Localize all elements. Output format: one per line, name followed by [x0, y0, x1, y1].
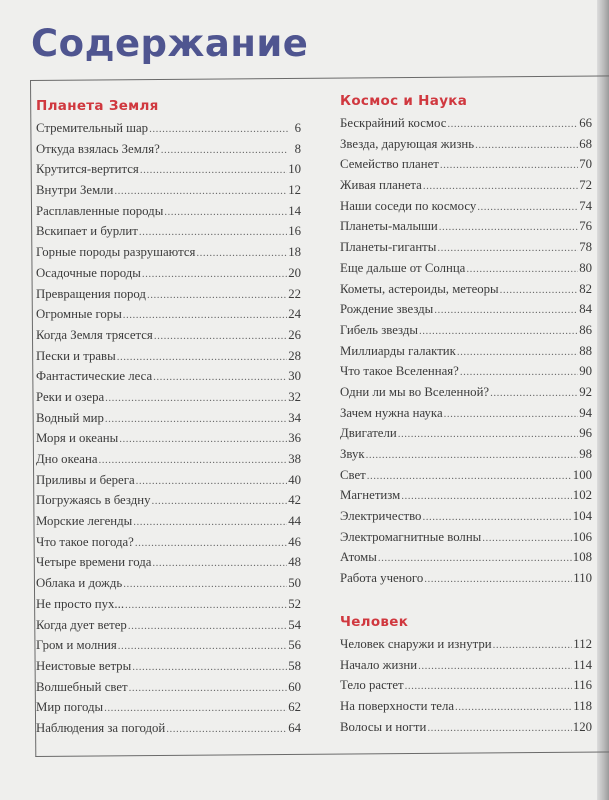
toc-entry-title: Что такое Вселенная?: [340, 364, 459, 379]
toc-entry-page-number: 98: [579, 447, 592, 461]
toc-entry-title: Внутри Земли: [36, 183, 114, 198]
section-spacer: [340, 592, 592, 612]
toc-entry-page-number: 10: [288, 162, 301, 177]
toc-entry-title: Магнетизм: [340, 488, 401, 503]
toc-entry-title: Фантастические леса: [36, 369, 153, 384]
toc-entry-title: Электричество: [340, 509, 422, 524]
dot-leader: [493, 639, 573, 651]
section-heading-planet-earth: Планета Земля: [36, 98, 159, 114]
toc-entry-page-number: 16: [288, 224, 301, 239]
toc-entry[interactable]: [36, 473, 301, 494]
toc-entry-title: Начало жизни: [340, 657, 418, 672]
toc-entry-title: Приливы и берега: [36, 472, 135, 487]
toc-entry-title: Свет: [340, 467, 366, 482]
dot-leader: [133, 516, 287, 528]
section-entries: [340, 116, 592, 592]
toc-entry-title: Моря и океаны: [36, 431, 119, 446]
dot-leader: [153, 371, 287, 383]
toc-entry-title: Семейство планет: [340, 157, 439, 172]
toc-entry[interactable]: [36, 121, 301, 142]
toc-entry-page-number: 118: [573, 698, 592, 713]
toc-entry-page-number: 92: [579, 384, 592, 399]
toc-entry-page-number: 36: [288, 431, 301, 446]
dot-leader: [398, 428, 578, 440]
dot-leader: [500, 284, 579, 296]
toc-entry-page-number: 72: [579, 178, 592, 193]
dot-leader: [125, 599, 287, 611]
toc-entry-title: Стремительный шар: [36, 121, 149, 135]
toc-entry-page-number: 74: [579, 198, 592, 213]
toc-entry[interactable]: [36, 183, 301, 204]
toc-entry[interactable]: [36, 431, 301, 452]
toc-entry-page-number: 6: [294, 121, 301, 135]
dot-leader: [457, 346, 578, 358]
toc-entry-title: Крутится-вертится: [36, 162, 139, 177]
dot-leader: [475, 139, 578, 151]
dot-leader: [434, 304, 578, 316]
dot-leader: [128, 620, 287, 632]
toc-entry-title: Гром и молния: [36, 638, 117, 653]
dot-leader: [129, 682, 288, 694]
toc-entry-page-number: 26: [288, 327, 301, 342]
toc-entry-page-number: 48: [288, 555, 301, 570]
toc-entry-title: Не просто пух...: [36, 596, 125, 611]
toc-entry[interactable]: [340, 509, 592, 530]
toc-entry-page-number: 42: [288, 493, 301, 508]
toc-entry-page-number: 18: [288, 245, 301, 260]
dot-leader: [104, 702, 287, 714]
toc-entry[interactable]: [340, 530, 592, 551]
toc-entry-page-number: 58: [288, 658, 301, 673]
toc-entry-title: Работа ученого: [340, 571, 424, 586]
toc-entry-title: Человек снаружи и изнутри: [340, 636, 492, 651]
toc-entry[interactable]: [36, 597, 301, 618]
dot-leader: [136, 475, 288, 487]
dot-leader: [427, 722, 571, 734]
toc-entry-page-number: 70: [579, 157, 592, 172]
toc-entry[interactable]: [36, 307, 301, 328]
dot-leader: [455, 701, 572, 713]
toc-entry-page-number: 86: [579, 322, 592, 337]
toc-entry[interactable]: [340, 468, 592, 489]
toc-entry-page-number: 40: [288, 472, 301, 487]
toc-entry-title: Реки и озера: [36, 389, 105, 404]
toc-entry[interactable]: [36, 514, 301, 535]
toc-entry-title: Волосы и ногти: [340, 719, 427, 734]
toc-entry[interactable]: [36, 659, 301, 680]
toc-entry-title: Осадочные породы: [36, 265, 141, 280]
dot-leader: [142, 268, 287, 280]
dot-leader: [151, 495, 287, 507]
toc-entry-page-number: 8: [294, 141, 301, 156]
dot-leader: [132, 661, 287, 673]
toc-entry[interactable]: [36, 721, 301, 742]
toc-entry[interactable]: [340, 157, 592, 178]
toc-entry[interactable]: [36, 555, 301, 576]
toc-entry[interactable]: [36, 680, 301, 701]
toc-entry-page-number: 66: [579, 116, 592, 130]
toc-entry-title: Живая планета: [340, 178, 422, 193]
toc-entry-page-number: 100: [572, 467, 592, 482]
toc-entry[interactable]: [36, 287, 301, 308]
toc-entry[interactable]: [340, 637, 592, 658]
toc-entry-title: Превращения пород: [36, 286, 146, 301]
toc-entry-page-number: 64: [288, 720, 301, 735]
toc-entry-title: Планеты-гиганты: [340, 240, 437, 255]
section-entries: [340, 637, 592, 740]
toc-entry-title: Пески и травы: [36, 348, 116, 363]
toc-entry[interactable]: [36, 411, 301, 432]
dot-leader: [119, 433, 287, 445]
toc-entry-page-number: 52: [288, 596, 301, 611]
toc-entry[interactable]: [36, 224, 301, 245]
dot-leader: [439, 221, 578, 233]
toc-entry-page-number: 76: [579, 219, 592, 234]
toc-entry-title: Двигатели: [340, 426, 397, 441]
toc-entry[interactable]: [36, 204, 301, 225]
toc-entry-page-number: 54: [288, 617, 301, 632]
toc-entry[interactable]: [36, 349, 301, 370]
toc-entry-title: Атомы: [340, 550, 377, 565]
dot-leader: [482, 532, 572, 544]
toc-entry-title: Одни ли мы во Вселенной?: [340, 384, 490, 399]
toc-entry-title: Дно океана: [36, 452, 98, 466]
toc-entry[interactable]: [36, 266, 301, 287]
dot-leader: [440, 159, 578, 171]
toc-entry-page-number: 110: [573, 571, 592, 586]
dot-leader: [422, 511, 571, 523]
toc-entry-page-number: 44: [288, 514, 301, 529]
section-entries: [36, 121, 301, 742]
dot-leader: [147, 289, 287, 301]
dot-leader: [154, 330, 287, 342]
dot-leader: [418, 660, 572, 672]
toc-entry-title: Звук: [340, 447, 365, 461]
toc-entry-page-number: 80: [579, 260, 592, 275]
toc-entry[interactable]: [340, 302, 592, 323]
toc-entry[interactable]: [340, 406, 592, 427]
toc-entry-title: Планеты-малыши: [340, 219, 438, 234]
dot-leader: [196, 247, 287, 259]
dot-leader: [367, 470, 572, 482]
dot-leader: [99, 454, 288, 466]
toc-entry-page-number: 96: [579, 426, 592, 441]
toc-entry[interactable]: [340, 426, 592, 447]
toc-entry-page-number: 14: [288, 203, 301, 218]
toc-entry-page-number: 116: [573, 678, 592, 693]
toc-entry-title: Огромные горы: [36, 307, 122, 322]
dot-leader: [460, 366, 578, 378]
toc-entry[interactable]: [36, 369, 301, 390]
toc-entry-page-number: 28: [288, 348, 301, 363]
toc-entry[interactable]: [36, 328, 301, 349]
toc-entry-title: Электромагнитные волны: [340, 529, 482, 544]
toc-entry-title: Бескрайний космос: [340, 116, 447, 130]
toc-entry[interactable]: [340, 137, 592, 158]
toc-entry-page-number: 50: [288, 576, 301, 591]
toc-entry-page-number: 94: [579, 405, 592, 420]
toc-entry[interactable]: [340, 344, 592, 365]
dot-leader: [444, 408, 579, 420]
toc-entry-page-number: 22: [288, 286, 301, 301]
toc-entry-page-number: 62: [288, 700, 301, 715]
dot-leader: [405, 680, 573, 692]
toc-entry-title: Когда дует ветер: [36, 617, 127, 632]
toc-entry[interactable]: [340, 658, 592, 679]
dot-leader: [490, 387, 578, 399]
toc-entry-page-number: 46: [288, 534, 301, 549]
toc-entry[interactable]: [340, 116, 592, 137]
toc-entry[interactable]: [36, 142, 301, 163]
toc-entry-page-number: 112: [573, 636, 592, 651]
dot-leader: [437, 242, 578, 254]
toc-entry[interactable]: [340, 488, 592, 509]
toc-entry[interactable]: [36, 535, 301, 556]
contents-column-right: [340, 91, 592, 740]
toc-entry[interactable]: [340, 261, 592, 282]
section-heading-human: Человек: [340, 613, 409, 630]
toc-entry-title: Волшебный свет: [36, 679, 128, 694]
dot-leader: [419, 325, 578, 337]
toc-entry-title: Когда Земля трясется: [36, 327, 153, 342]
dot-leader: [166, 723, 287, 735]
dot-leader: [161, 144, 288, 156]
dot-leader: [105, 392, 287, 404]
dot-leader: [378, 552, 572, 564]
toc-entry-page-number: 38: [288, 452, 301, 466]
toc-entry-title: Морские легенды: [36, 514, 133, 529]
toc-entry[interactable]: [340, 240, 592, 261]
toc-entry-title: Четыре времени года: [36, 555, 152, 570]
page-title: Содержание: [31, 22, 309, 65]
toc-entry[interactable]: [36, 162, 301, 183]
toc-entry-title: Расплавленные породы: [36, 203, 164, 218]
toc-entry-page-number: 120: [572, 719, 592, 734]
toc-entry-title: На поверхности тела: [340, 698, 455, 713]
toc-entry-title: Рождение звезды: [340, 302, 434, 317]
dot-leader: [114, 185, 287, 197]
toc-entry-page-number: 24: [288, 307, 301, 322]
toc-entry[interactable]: [36, 390, 301, 411]
toc-entry[interactable]: [36, 700, 301, 721]
toc-entry-page-number: 114: [573, 657, 592, 672]
toc-entry-page-number: 108: [572, 550, 592, 565]
dot-leader: [447, 118, 578, 130]
dot-leader: [423, 180, 578, 192]
toc-entry[interactable]: [340, 571, 592, 592]
toc-entry-page-number: 106: [572, 529, 592, 544]
section-heading-space-and-science: Космос и Наука: [340, 93, 468, 109]
toc-entry-title: Откуда взялась Земля?: [36, 141, 160, 156]
toc-entry-page-number: 104: [572, 509, 592, 524]
toc-entry[interactable]: [340, 447, 592, 468]
toc-entry-title: Гибель звезды: [340, 322, 418, 337]
dot-leader: [401, 490, 572, 502]
toc-entry[interactable]: [340, 550, 592, 571]
toc-entry[interactable]: [340, 699, 592, 720]
toc-entry-page-number: 60: [288, 679, 301, 694]
toc-entry-title: Неистовые ветры: [36, 658, 132, 673]
contents-column-left: [36, 96, 301, 742]
toc-entry-title: Погружаясь в бездну: [36, 493, 151, 508]
dot-leader: [140, 164, 287, 176]
dot-leader: [366, 449, 579, 461]
toc-entry-title: Кометы, астероиды, метеоры: [340, 281, 499, 296]
dot-leader: [123, 578, 287, 590]
toc-entry-page-number: 20: [288, 265, 301, 280]
toc-entry[interactable]: [340, 282, 592, 303]
dot-leader: [118, 640, 287, 652]
toc-entry[interactable]: [340, 178, 592, 199]
toc-entry[interactable]: [340, 323, 592, 344]
toc-entry[interactable]: [36, 452, 301, 473]
toc-entry-title: Зачем нужна наука: [340, 405, 443, 420]
toc-entry-page-number: 90: [579, 364, 592, 379]
toc-entry-page-number: 12: [288, 183, 301, 198]
dot-leader: [164, 206, 287, 218]
toc-entry-page-number: 82: [579, 281, 592, 296]
toc-entry[interactable]: [340, 219, 592, 240]
toc-entry[interactable]: [36, 576, 301, 597]
toc-entry-page-number: 34: [288, 410, 301, 425]
toc-entry-title: Звезда, дарующая жизнь: [340, 136, 475, 151]
toc-entry-page-number: 88: [579, 343, 592, 358]
dot-leader: [152, 557, 287, 569]
toc-entry[interactable]: [340, 678, 592, 699]
toc-entry-title: Наши соседи по космосу: [340, 198, 477, 213]
toc-entry-title: Тело растет: [340, 678, 404, 693]
toc-entry[interactable]: [340, 720, 592, 741]
dot-leader: [117, 351, 288, 363]
toc-entry-title: Еще дальше от Солнца: [340, 260, 466, 275]
toc-entry-page-number: 68: [579, 136, 592, 151]
toc-entry-page-number: 78: [579, 240, 592, 255]
toc-entry-title: Водный мир: [36, 410, 104, 425]
dot-leader: [139, 226, 287, 238]
dot-leader: [466, 263, 578, 275]
toc-entry[interactable]: [36, 618, 301, 639]
toc-entry-title: Горные породы разрушаются: [36, 245, 196, 260]
toc-entry[interactable]: [340, 385, 592, 406]
toc-entry-page-number: 30: [288, 369, 301, 384]
dot-leader: [477, 201, 578, 213]
toc-entry-title: Наблюдения за погодой: [36, 720, 166, 735]
toc-entry-title: Миллиарды галактик: [340, 343, 456, 358]
toc-entry-title: Что такое погода?: [36, 534, 134, 549]
dot-leader: [149, 123, 288, 135]
toc-entry-page-number: 56: [288, 638, 301, 653]
toc-entry-page-number: 84: [579, 302, 592, 317]
dot-leader: [135, 537, 287, 549]
toc-entry[interactable]: [36, 245, 301, 266]
toc-entry-title: Вскипает и бурлит: [36, 224, 138, 239]
toc-entry[interactable]: [340, 199, 592, 220]
dot-leader: [123, 309, 287, 321]
toc-entry[interactable]: [340, 364, 592, 385]
toc-entry[interactable]: [36, 638, 301, 659]
toc-entry-title: Облака и дождь: [36, 576, 123, 591]
toc-entry-title: Мир погоды: [36, 700, 104, 715]
dot-leader: [424, 573, 572, 585]
dot-leader: [105, 413, 287, 425]
toc-entry-page-number: 32: [288, 389, 301, 404]
toc-entry-page-number: 102: [572, 488, 592, 503]
toc-entry[interactable]: [36, 493, 301, 514]
